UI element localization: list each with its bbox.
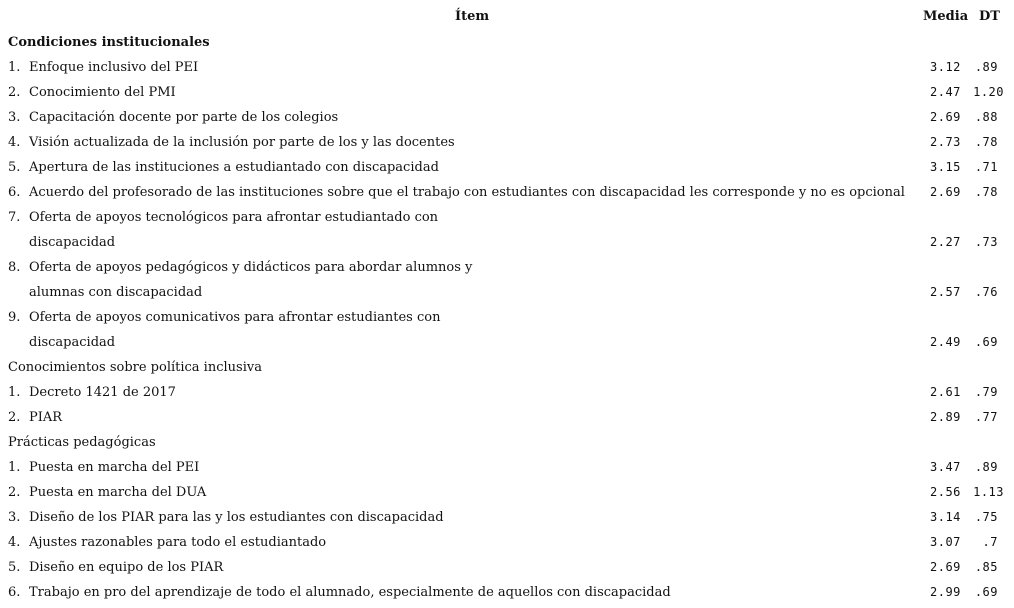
table-row [0, 255, 1014, 280]
table-row [0, 305, 1014, 330]
item-label: discapacidad [29, 335, 116, 350]
column-header-media: Media [923, 9, 969, 24]
media-value: 3.47 [930, 460, 961, 474]
media-value: 2.47 [930, 85, 961, 99]
item-number: 2. [8, 85, 21, 100]
dt-value: .78 [974, 135, 998, 149]
table-row [0, 405, 1014, 430]
section-header-row [0, 355, 1014, 380]
item-label: Oferta de apoyos tecnológicos para afrontar estudiantado con [29, 210, 439, 225]
media-value: 2.99 [930, 585, 961, 599]
table-row [0, 455, 1014, 480]
table-row-continuation [0, 330, 1014, 355]
table-row [0, 55, 1014, 80]
item-label: Diseño de los PIAR para las y los estudiantes con discapacidad [29, 510, 444, 525]
item-label: Trabajo en pro del aprendizaje de todo el alumnado, especialmente de aquellos con discapacidad [29, 585, 671, 600]
dt-value: .69 [974, 335, 998, 349]
item-number: 5. [8, 560, 21, 575]
item-number: 3. [8, 110, 21, 125]
item-label: alumnas con discapacidad [29, 285, 203, 300]
item-label: Puesta en marcha del DUA [29, 485, 207, 500]
section-header-row [0, 430, 1014, 455]
item-number: 7. [8, 210, 21, 225]
dt-value: .89 [974, 60, 998, 74]
item-number: 3. [8, 510, 21, 525]
section-title: Conocimientos sobre política inclusiva [8, 360, 262, 375]
table-row [0, 205, 1014, 230]
item-number: 1. [8, 60, 21, 75]
dt-value: .73 [974, 235, 998, 249]
table-header [0, 0, 1014, 30]
table-row [0, 555, 1014, 580]
media-value: 3.07 [930, 535, 961, 549]
media-value: 2.49 [930, 335, 961, 349]
media-value: 2.56 [930, 485, 961, 499]
media-value: 2.27 [930, 235, 961, 249]
media-value: 2.57 [930, 285, 961, 299]
dt-value: .7 [982, 535, 998, 549]
item-label: Capacitación docente por parte de los colegios [29, 110, 339, 125]
table-row-continuation [0, 280, 1014, 305]
media-value: 3.15 [930, 160, 961, 174]
item-number: 8. [8, 260, 21, 275]
item-label: Oferta de apoyos pedagógicos y didácticos para abordar alumnos y [29, 260, 473, 275]
media-value: 2.73 [930, 135, 961, 149]
item-number: 6. [8, 185, 21, 200]
table-row-continuation [0, 230, 1014, 255]
table-row [0, 180, 1014, 205]
media-value: 2.69 [930, 560, 961, 574]
item-label: Ajustes razonables para todo el estudiantado [29, 535, 327, 550]
media-value: 2.69 [930, 110, 961, 124]
item-number: 4. [8, 535, 21, 550]
section-title: Condiciones institucionales [8, 35, 210, 50]
item-label: Decreto 1421 de 2017 [29, 385, 176, 400]
dt-value: .78 [974, 185, 998, 199]
dt-value: .79 [974, 385, 998, 399]
table-row [0, 580, 1014, 605]
item-label: Visión actualizada de la inclusión por parte de los y las docentes [29, 135, 455, 150]
media-value: 2.61 [930, 385, 961, 399]
media-value: 2.89 [930, 410, 961, 424]
item-number: 1. [8, 385, 21, 400]
table-row [0, 530, 1014, 555]
dt-value: .85 [974, 560, 998, 574]
item-label: Oferta de apoyos comunicativos para afrontar estudiantes con [29, 310, 441, 325]
item-number: 9. [8, 310, 21, 325]
item-label: Conocimiento del PMI [29, 85, 176, 100]
item-number: 1. [8, 460, 21, 475]
column-header-dt: DT [979, 9, 1000, 24]
table-row [0, 105, 1014, 130]
dt-value: .89 [974, 460, 998, 474]
dt-value: .75 [974, 510, 998, 524]
item-label: Enfoque inclusivo del PEI [29, 60, 199, 75]
item-label: discapacidad [29, 235, 116, 250]
dt-value: .88 [974, 110, 998, 124]
item-label: Puesta en marcha del PEI [29, 460, 200, 475]
item-number: 4. [8, 135, 21, 150]
item-label: Apertura de las instituciones a estudiantado con discapacidad [29, 160, 439, 175]
dt-value: .76 [974, 285, 998, 299]
section-title: Prácticas pedagógicas [8, 435, 156, 450]
dt-value: .71 [974, 160, 998, 174]
dt-value: .77 [974, 410, 998, 424]
item-number: 6. [8, 585, 21, 600]
media-value: 2.69 [930, 185, 961, 199]
item-label: Diseño en equipo de los PIAR [29, 560, 224, 575]
item-number: 2. [8, 410, 21, 425]
dt-value: 1.20 [973, 85, 1004, 99]
section-header-row [0, 30, 1014, 55]
table-row [0, 80, 1014, 105]
item-label: Acuerdo del profesorado de las instituciones sobre que el trabajo con estudiantes con discapacidad les corresponde y no es opcional [29, 185, 905, 200]
media-value: 3.12 [930, 60, 961, 74]
table-row [0, 505, 1014, 530]
dt-value: 1.13 [973, 485, 1004, 499]
item-label: PIAR [29, 410, 63, 425]
table-body [0, 30, 1014, 605]
table-row [0, 130, 1014, 155]
item-number: 5. [8, 160, 21, 175]
dt-value: .69 [974, 585, 998, 599]
media-value: 3.14 [930, 510, 961, 524]
table-row [0, 155, 1014, 180]
table-row [0, 480, 1014, 505]
item-number: 2. [8, 485, 21, 500]
column-header-item: Ítem [455, 9, 490, 24]
table-row [0, 380, 1014, 405]
